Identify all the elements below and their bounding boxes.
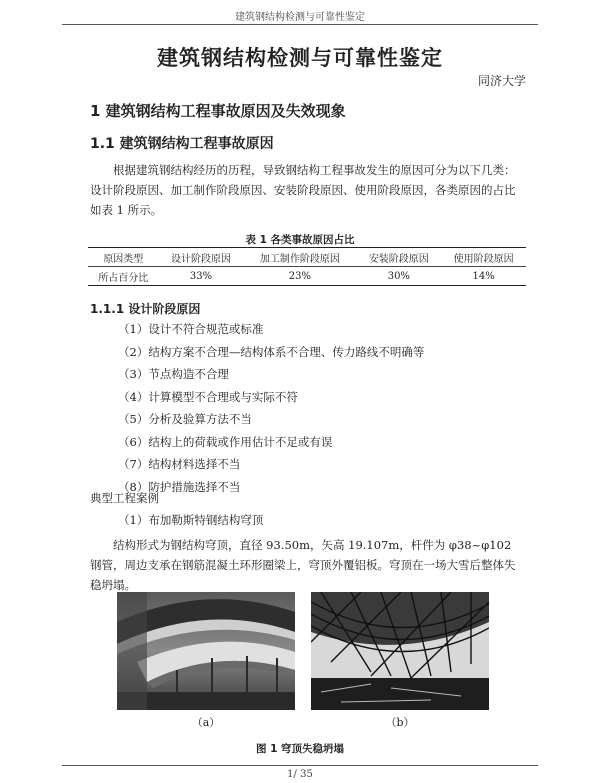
figure-label-b: （b） <box>385 716 415 729</box>
dome-photo-a <box>117 592 295 710</box>
section-heading-1-1: 1.1 建筑钢结构工程事故原因 <box>90 136 274 152</box>
cause-ratio-table <box>88 247 526 286</box>
case-item: （1）布加勒斯特钢结构穹顶 <box>118 513 264 527</box>
header-rule <box>62 24 538 25</box>
table-cell: 23% <box>243 267 356 286</box>
author: 同济大学 <box>477 74 526 88</box>
table-cell: 30% <box>356 267 441 286</box>
intro-paragraph: 根据建筑钢结构经历的历程，导致钢结构工程事故发生的原因可分为以下几类：设计阶段原因、加工制作阶段原因、安装阶段原因、使用阶段原因，各类原因的占比如表 1 所示。 <box>90 163 516 217</box>
list-item: （2）结构方案不合理—结构体系不合理、传力路线不明确等 <box>118 344 425 359</box>
list-item: （4）计算模型不合理或与实际不符 <box>118 389 298 404</box>
footer-rule <box>62 765 538 766</box>
list-item: （6）结构上的荷载或作用估计不足或有误 <box>118 434 333 449</box>
table-row <box>88 267 526 286</box>
table-header-cell: 使用阶段原因 <box>441 248 526 267</box>
page-title: 建筑钢结构检测与可靠性鉴定 <box>157 46 443 70</box>
case-heading: 典型工程案例 <box>90 491 159 505</box>
design-cause-list <box>118 318 424 498</box>
table-title: 表 1 各类事故原因占比 <box>245 234 355 246</box>
table-header-cell: 加工制作阶段原因 <box>243 248 356 267</box>
section-heading-1-1-1: 1.1.1 设计阶段原因 <box>90 302 201 316</box>
dome-photo-b <box>311 592 489 710</box>
list-item: （3）节点构造不合理 <box>118 367 229 381</box>
running-header: 建筑钢结构检测与可靠性鉴定 <box>235 12 365 23</box>
list-item: （7）结构材料选择不当 <box>118 457 241 471</box>
page-number: 1/ 35 <box>287 769 313 780</box>
figure-label-a: （a） <box>191 716 221 729</box>
table-cell: 所占百分比 <box>88 267 159 286</box>
table-header-cell: 安装阶段原因 <box>356 248 441 267</box>
table-cell: 14% <box>441 267 526 286</box>
figure-caption: 图 1 穹顶失稳坍塌 <box>255 743 345 755</box>
table-header-row <box>88 248 526 267</box>
table-header-cell: 设计阶段原因 <box>159 248 244 267</box>
section-heading-1: 1 建筑钢结构工程事故原因及失效现象 <box>90 102 346 120</box>
case-paragraph: 结构形式为钢结构穹顶，直径 93.50m，矢高 19.107m，杆件为 φ38~φ102 钢管，周边支承在钢筋混凝土环形圈梁上，穹顶外覆铝板。穹顶在一场大雪后整体失稳坍塌。 <box>90 538 516 592</box>
list-item: （8）防护措施选择不当 <box>118 479 241 494</box>
table-header-cell: 原因类型 <box>88 248 159 267</box>
table-cell: 33% <box>159 267 244 286</box>
list-item: （5）分析及验算方法不当 <box>118 412 252 426</box>
list-item: （1）设计不符合规范或标准 <box>118 322 264 336</box>
